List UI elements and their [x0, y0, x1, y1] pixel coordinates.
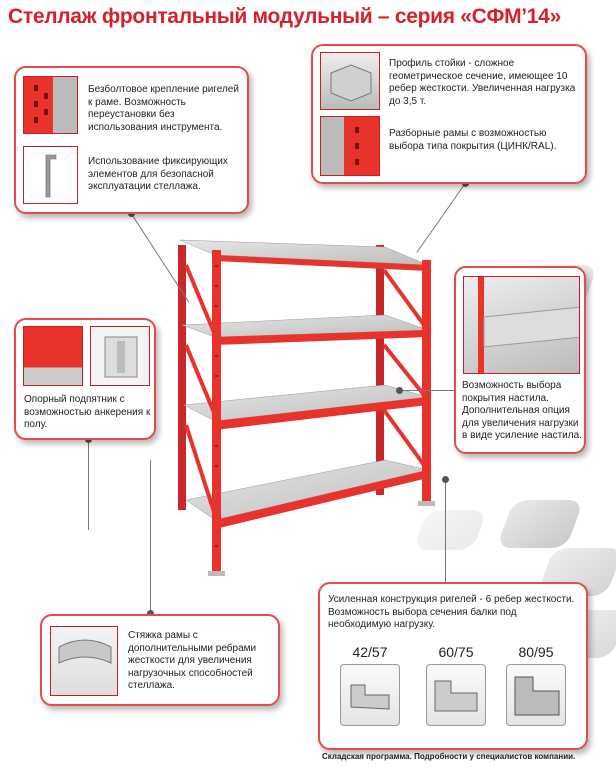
frame-coating-icon	[321, 117, 380, 176]
page-title: Стеллаж фронтальный модульный – серия «СФМ’14»	[8, 5, 561, 28]
shelving-unit-illustration	[170, 225, 440, 585]
callout-mid-left	[14, 318, 156, 440]
locking-pin-icon	[24, 147, 78, 204]
beam-size-label: 80/95	[518, 644, 554, 660]
callout-text: Опорный подпятник с возможностью анкерения к полу.	[24, 394, 151, 430]
upright-profile-icon	[321, 53, 380, 110]
thumb-base-plate	[23, 326, 83, 386]
callout-text: Безболтовое крепление ригелей к раме. Возможность переустановки без использования инструмента.	[88, 84, 239, 133]
thumb-frame-coating	[320, 116, 380, 176]
connector-line	[416, 183, 466, 253]
callout-text: Использование фиксирующих элементов для безопасной эксплуатации стеллажа.	[88, 156, 228, 192]
callout-bottom-left	[40, 614, 280, 706]
callout-text: Усиленная конструкция ригелей - 6 ребер жесткости. Возможность выбора сечения балки под необходимую нагрузку.	[328, 594, 575, 630]
connector-line	[445, 478, 446, 583]
callout-bottom-right	[318, 582, 588, 750]
connector-line	[88, 440, 89, 530]
shelf-deck-icon	[464, 277, 580, 374]
callout-top-left	[14, 66, 249, 214]
connector-dot	[442, 476, 449, 483]
footer-note: Складская программа. Подробности у специалистов компании.	[322, 752, 576, 761]
beam-size-label: 60/75	[438, 644, 474, 660]
beam-profile-icon	[507, 665, 566, 726]
decor-tile	[496, 500, 583, 548]
thumb-frame-tie	[50, 626, 118, 696]
frame-tie-icon	[51, 627, 118, 696]
beam-profile-thumb	[506, 664, 566, 726]
beam-profile-thumb	[426, 664, 486, 726]
callout-text: Профиль стойки - сложное геометрическое сечение, имеющее 10 ребер жесткости. Увеличенная нагрузка до 3,5 т.	[389, 58, 576, 107]
beam-profile-thumb	[340, 664, 400, 726]
connector-dot	[396, 387, 403, 394]
beam-size-label: 42/57	[352, 644, 388, 660]
callout-text: Разборные рамы с возможностью выбора типа покрытия (ЦИНК/RAL).	[389, 128, 557, 152]
thumb-bolt-free-joint	[23, 76, 78, 134]
anchor-plate-icon	[91, 327, 150, 386]
callout-text: Стяжка рамы с дополнительными ребрами жесткости для увеличения нагрузочных способностей стеллажа.	[128, 630, 257, 691]
callout-top-right	[311, 44, 587, 184]
callout-text: Возможность выбора покрытия настила. Дополнительная опция для увеличения нагрузки в виде усиление настила.	[462, 380, 582, 441]
beam-profile-icon	[427, 665, 486, 726]
rack-joint-icon	[24, 77, 78, 134]
beam-profile-icon	[341, 665, 400, 726]
thumb-upright-profile	[320, 52, 380, 110]
connector-line	[150, 460, 151, 615]
callout-mid-right	[454, 266, 586, 454]
connector-line	[400, 390, 455, 391]
thumb-locking-pin	[23, 146, 78, 204]
thumb-anchor-plate	[90, 326, 150, 386]
thumb-shelf-deck	[463, 276, 580, 374]
